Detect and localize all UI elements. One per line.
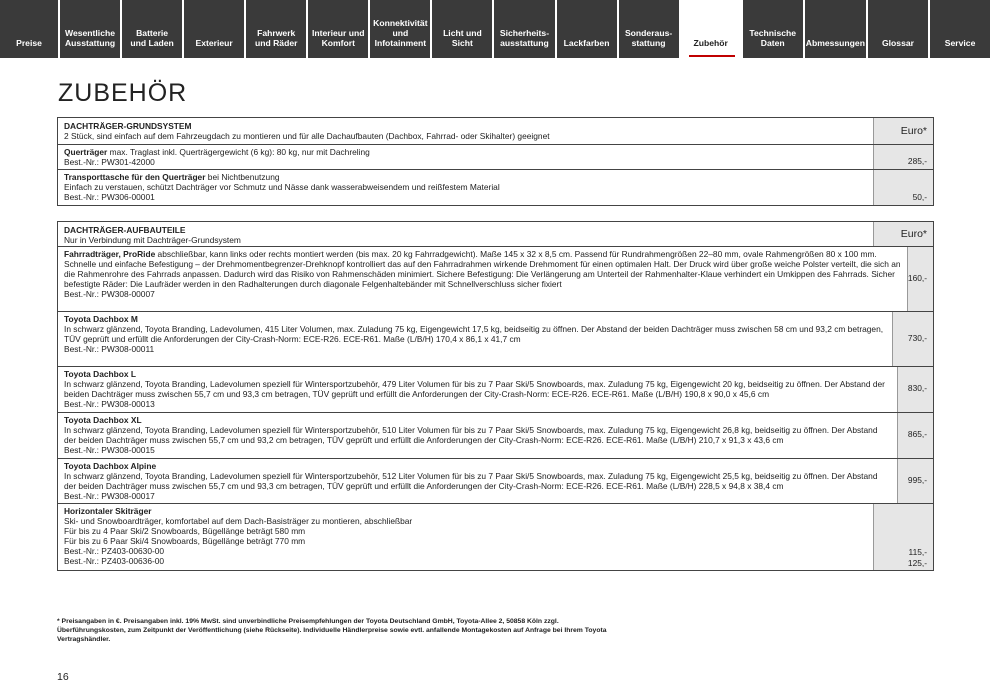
nav-tab-licht-und-sicht[interactable]: Licht und Sicht xyxy=(432,0,494,58)
product-details: In schwarz glänzend, Toyota Branding, Ladevolumen speziell für Wintersportzubehör, 512 Liter Volumen für bis zu 7 Paar Ski/5 Snowboards, max. Zuladung 75 kg, Eigengewicht 25,5 kg, beidseitig zu öffnen. Der Abstand der beiden Dachträger muss zwischen 55,7 cm und 93,3 cm betragen, TÜV geprüft und erfüllt die Anforderungen der City-Crash-Norm: ECE-R26. ECE-R61. Maße (L/B/H) 228,5 x 94,8 x 38,4 cm xyxy=(64,471,878,491)
nav-tab-technische-daten[interactable]: Technische Daten xyxy=(743,0,805,58)
active-tab-indicator xyxy=(689,55,735,57)
order-number: Best.-Nr.: PW308-00011 xyxy=(64,344,155,354)
table-row xyxy=(58,247,933,312)
currency-label: Euro* xyxy=(900,125,927,137)
product-name: Transporttasche für den Querträger xyxy=(64,172,206,182)
product-description: bei Nichtbenutzung xyxy=(205,172,280,182)
product-name: Toyota Dachbox M xyxy=(64,314,138,324)
table-row xyxy=(58,413,933,459)
table-subheading: 2 Stück, sind einfach auf dem Fahrzeugdach zu montieren und für alle Dachaufbauten (Dachbox, Fahrrad- oder Skihalter) geeignet xyxy=(64,131,550,141)
table-row xyxy=(58,145,933,170)
nav-tab-lackfarben[interactable]: Lackfarben xyxy=(557,0,619,58)
product-details: In schwarz glänzend, Toyota Branding, Ladevolumen speziell für Wintersportzubehör, 510 Liter Volumen für bis zu 7 Paar Ski/5 Snowboards, max. Zuladung 75 kg, Eigengewicht 26,8 kg, beidseitig zu öffnen. Der Abstand der beiden Dachträger muss zwischen 55,7 cm und 93,2 cm betragen, TÜV geprüft und erfüllt die Anforderungen der City-Crash-Norm: ECE-R26. ECE-R61. Maße (L/B/H) 210,7 x 91,3 x 43,6 cm xyxy=(64,425,878,445)
nav-tab-fahrwerk-und-räder[interactable]: Fahrwerk und Räder xyxy=(246,0,308,58)
price-value: 830,- xyxy=(907,383,927,393)
price-value: 995,- xyxy=(907,474,927,485)
table-subheading: Nur in Verbindung mit Dachträger-Grundsystem xyxy=(64,235,241,245)
currency-label: Euro* xyxy=(900,228,927,240)
order-number: Best.-Nr.: PW308-00017 xyxy=(64,491,155,501)
order-number: Best.-Nr.: PW301-42000 xyxy=(64,157,155,167)
page-title: ZUBEHÖR xyxy=(58,79,188,107)
roof-rack-base-table xyxy=(57,117,934,206)
order-number: Best.-Nr.: PW306-00001 xyxy=(64,192,155,202)
order-number: Best.-Nr.: PW308-00015 xyxy=(64,445,155,455)
table-header xyxy=(58,118,933,145)
nav-tab-exterieur[interactable]: Exterieur xyxy=(184,0,246,58)
roof-rack-attachments-table xyxy=(57,221,934,571)
product-name: Toyota Dachbox Alpine xyxy=(64,461,157,471)
product-name: Horizontaler Skiträger xyxy=(64,506,152,516)
nav-tab-glossar[interactable]: Glossar xyxy=(868,0,930,58)
order-number: Best.-Nr.: PW308-00013 xyxy=(64,399,155,409)
table-row xyxy=(58,312,933,367)
table-heading: DACHTRÄGER-GRUNDSYSTEM xyxy=(64,121,192,131)
price-value: 730,- xyxy=(907,332,927,343)
table-row xyxy=(58,459,933,504)
table-row xyxy=(58,367,933,413)
nav-tab-konnektivität-und-infotainment[interactable]: Konnektivität und Infotainment xyxy=(370,0,432,58)
price-value: 285,- xyxy=(907,156,927,166)
order-number: Best.-Nr.: PW308-00007 xyxy=(64,289,155,299)
variant-line: Für bis zu 4 Paar Ski/2 Snowboards, Bügellänge beträgt 580 mm xyxy=(64,526,306,536)
page-number: 16 xyxy=(57,671,69,683)
table-header xyxy=(58,222,933,247)
price-value: 115,- xyxy=(908,547,927,557)
nav-tab-sicherheits-ausstattung[interactable]: Sicherheits- ausstattung xyxy=(494,0,556,58)
nav-tab-sonderaus-stattung[interactable]: Sonderaus- stattung xyxy=(619,0,681,58)
product-name: Toyota Dachbox L xyxy=(64,369,136,379)
price-value: 865,- xyxy=(907,429,927,439)
product-name: Querträger xyxy=(64,147,108,157)
nav-tab-zubehör[interactable]: Zubehör xyxy=(681,0,743,58)
price-value: 50,- xyxy=(912,192,927,202)
nav-tab-abmessungen[interactable]: Abmessungen xyxy=(805,0,868,58)
price-value: 160,- xyxy=(907,272,927,283)
nav-tab-service[interactable]: Service xyxy=(944,38,976,49)
product-name: Fahrradträger, ProRide xyxy=(64,249,156,259)
section-nav xyxy=(0,0,990,58)
price-footnote: * Preisangaben in €. Preisangaben inkl. 19% MwSt. sind unverbindliche Preisempfehlungen der Toyota Deutschland GmbH, Toyota-Allee 2, 50858 Köln zzgl. Überführungskosten, zum Zeitpunkt der Veröffentlichung (siehe Rückseite). Individuelle Händlerpreise sowie evtl. anfallende Montagekosten auf Anfrage bei Ihrem Toyota Vertragshändler. xyxy=(57,618,607,643)
table-row xyxy=(58,504,933,570)
nav-tab-interieur-und-komfort[interactable]: Interieur und Komfort xyxy=(308,0,370,58)
product-description: abschließbar, kann links oder rechts montiert werden (bis max. 20 kg Fahrradgewicht). Maße 145 x 32 x 8,5 cm. Passend für Rundrahmengrößen 22–80 mm, ovale Rahmengrößen 80 x 100 mm. Schnelle und einfache Befestigung – der Drehmomentbegrenzer-Drehknopf kontrolliert das auf den Fahrradrahmen wirkende Drehmoment für einen optimalen Halt. Der Druck wird über große weiche Polster verteilt, die sich an die Rahmenrohre des Fahrrads anpassen. Dadurch wird das Risiko von Rahmenschäden minimiert. Sichere Befestigung: Die Verlängerung am Unterteil der Rahmenhalter-Klaue verhindert ein Umkippen des Fahrrads. Sicher befestigte Räder: Die Laufräder werden in den Radhalterungen durch diagonale Felgenhaltebänder mit Schnellverschluss sicher fixiert xyxy=(64,249,901,289)
product-details: In schwarz glänzend, Toyota Branding, Ladevolumen, 415 Liter Volumen, max. Zuladung 75 kg, Eigengewicht 17,5 kg, beidseitig zu öffnen. Der Abstand der beiden Dachträger muss zwischen 58 cm und 93,2 cm betragen, TÜV geprüft und erfüllt die Anforderungen der City-Crash-Norm: ECE-R26. ECE-R61. Maße (L/B/H) 170,4 x 86,1 x 41,7 cm xyxy=(64,324,884,344)
order-number: Best.-Nr.: PZ403-00636-00 xyxy=(64,556,165,566)
product-details: Einfach zu verstauen, schützt Dachträger vor Schmutz und Nässe dank wasserabweisendem und reißfestem Material xyxy=(64,182,500,192)
product-description: max. Traglast inkl. Querträgergewicht (6 kg): 80 kg, nur mit Dachreling xyxy=(107,147,370,157)
nav-tab-batterie-und-laden[interactable]: Batterie und Laden xyxy=(122,0,184,58)
price-value: 125,- xyxy=(907,558,927,568)
product-details: Ski- und Snowboardträger, komfortabel auf dem Dach-Basisträger zu montieren, abschließbar xyxy=(64,516,413,526)
table-heading: DACHTRÄGER-AUFBAUTEILE xyxy=(64,225,186,235)
product-details: In schwarz glänzend, Toyota Branding, Ladevolumen speziell für Wintersportzubehör, 479 Liter Volumen für bis zu 7 Paar Ski/5 Snowboards, max. Zuladung 75 kg, Eigengewicht 20 kg, beidseitig zu öffnen. Der Abstand der beiden Dachträger muss zwischen 55,7 cm und 93,3 cm betragen, TÜV geprüft und erfüllt die Anforderungen der City-Crash-Norm: ECE-R26. ECE-R61. Maße (L/B/H) 190,8 x 90,0 x 45,6 cm xyxy=(64,379,885,399)
variant-line: Für bis zu 6 Paar Ski/4 Snowboards, Bügellänge beträgt 770 mm xyxy=(64,536,306,546)
nav-tab-preise[interactable]: Preise xyxy=(0,0,60,58)
order-number: Best.-Nr.: PZ403-00630-00 xyxy=(64,546,165,556)
product-name: Toyota Dachbox XL xyxy=(64,415,142,425)
table-row xyxy=(58,170,933,205)
nav-tab-wesentliche-ausstattung[interactable]: Wesentliche Ausstattung xyxy=(60,0,122,58)
